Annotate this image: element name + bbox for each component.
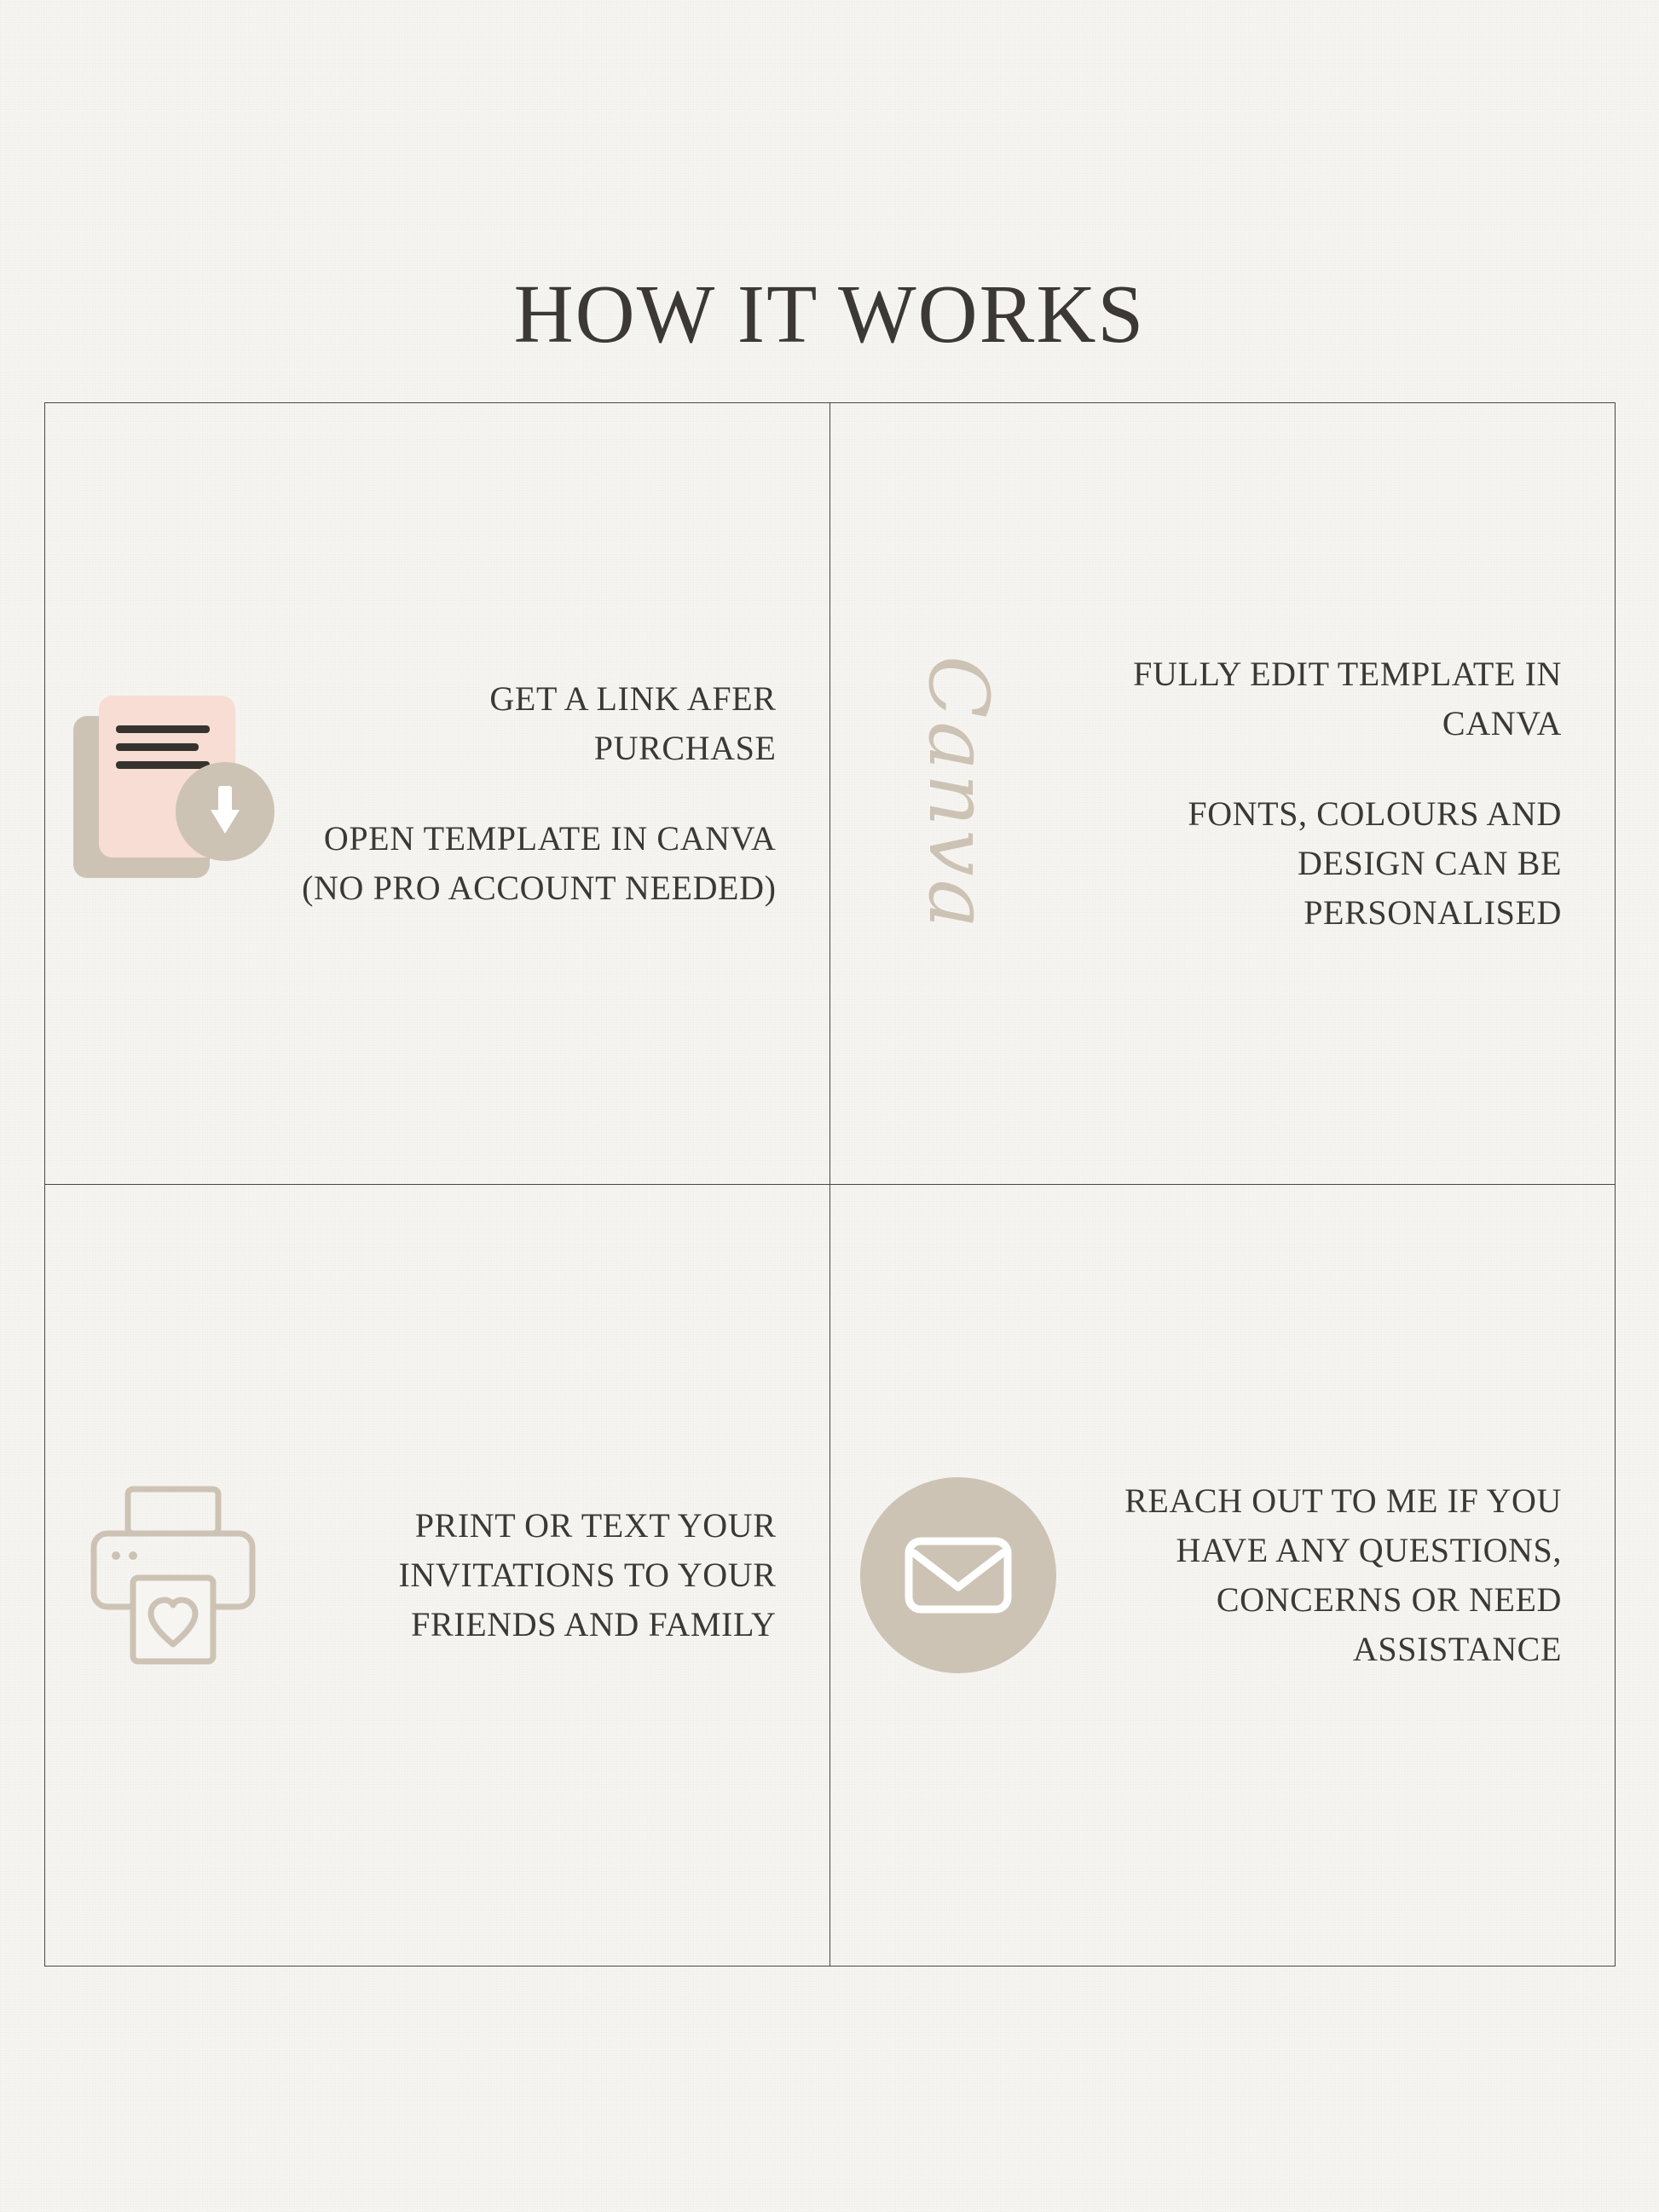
step-1-paragraph-1: GET A LINK AFER PURCHASE bbox=[489, 679, 777, 767]
printer-heart-icon bbox=[66, 1477, 280, 1673]
step-card-4 bbox=[830, 1185, 1616, 1967]
step-4-paragraph-1: REACH OUT TO ME IF YOU HAVE ANY QUESTIONS, CONCERNS OR NEED ASSISTANCE bbox=[1124, 1481, 1562, 1668]
step-3-paragraph-1: PRINT OR TEXT YOUR INVITATIONS TO YOUR FRIENDS AND FAMILY bbox=[398, 1505, 777, 1643]
step-2-text bbox=[1086, 650, 1616, 938]
step-3-text bbox=[301, 1501, 830, 1649]
page-title: HOW IT WORKS bbox=[513, 268, 1146, 360]
step-card-3 bbox=[45, 1185, 830, 1967]
download-arrow-icon bbox=[211, 786, 240, 837]
step-1-paragraph-2: OPEN TEMPLATE IN CANVA (NO PRO ACCOUNT NEEDED) bbox=[302, 818, 777, 907]
envelope-icon bbox=[860, 1477, 1056, 1673]
step-1-text bbox=[301, 674, 830, 913]
step-1-icon-wrap bbox=[45, 687, 301, 900]
document-download-icon bbox=[66, 687, 280, 900]
step-4-text bbox=[1086, 1476, 1616, 1674]
step-card-2 bbox=[830, 403, 1616, 1185]
step-card-1 bbox=[45, 403, 830, 1185]
download-badge-icon bbox=[176, 762, 275, 861]
canva-wordmark-icon: Canva bbox=[910, 655, 1006, 932]
step-2-paragraph-2: FONTS, COLOURS AND DESIGN CAN BE PERSONALISED bbox=[1188, 794, 1562, 932]
step-2-paragraph-1: FULLY EDIT TEMPLATE IN CANVA bbox=[1133, 654, 1562, 742]
step-3-icon-wrap bbox=[45, 1477, 301, 1673]
steps-grid bbox=[44, 402, 1616, 1967]
step-2-icon-wrap bbox=[830, 655, 1086, 932]
step-4-icon-wrap bbox=[830, 1477, 1086, 1673]
envelope-glyph-icon bbox=[904, 1534, 1013, 1616]
